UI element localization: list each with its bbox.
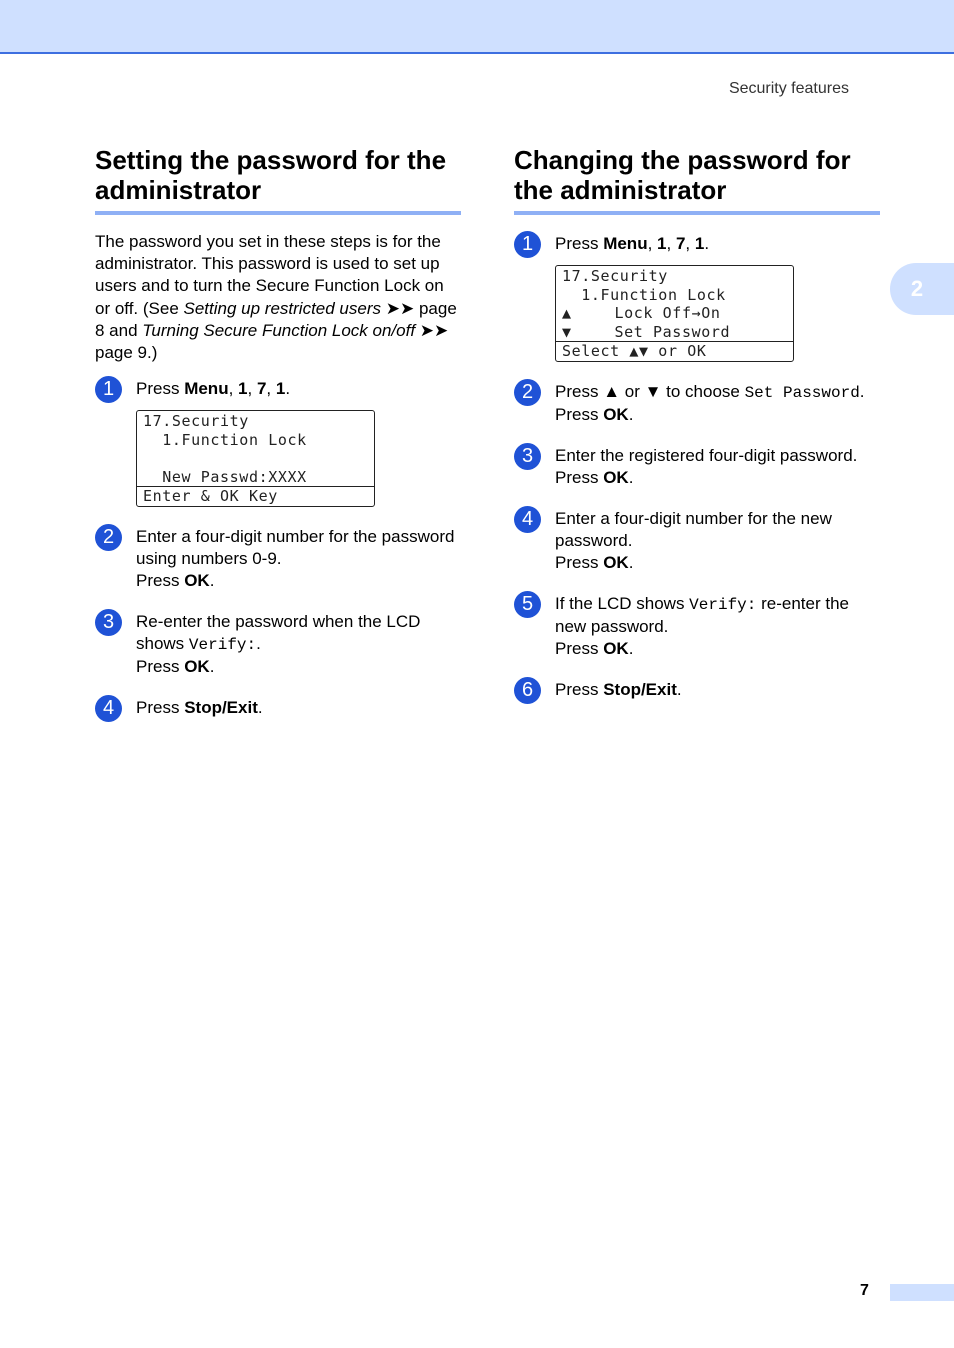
step-number-badge: 1: [514, 231, 541, 258]
step-text: Enter a four-digit number for the password using numbers 0-9.: [136, 527, 455, 569]
step-number-badge: 5: [514, 591, 541, 618]
step-number-badge: 4: [95, 695, 122, 722]
lcd-display: [136, 410, 375, 507]
intro-paragraph: [95, 231, 461, 364]
chapter-tab: 2: [890, 263, 954, 315]
lcd-footer: Select ▲▼ or OK: [556, 341, 793, 361]
step-1: [514, 233, 880, 362]
page-number-tab: [890, 1284, 954, 1301]
up-arrow-icon: ▲: [603, 382, 621, 401]
left-steps: [95, 378, 461, 719]
step-text: Enter the registered four-digit password.: [555, 446, 858, 465]
step-number-badge: 4: [514, 506, 541, 533]
step-text: If the LCD shows Verify: re-enter the new password.: [555, 594, 849, 636]
running-head: Security features: [728, 80, 849, 97]
down-arrow-icon: ▼: [644, 382, 662, 401]
lcd-footer: Enter & OK Key: [137, 486, 374, 506]
step-number-badge: 1: [95, 376, 122, 403]
right-column: [514, 145, 880, 720]
down-arrow-icon: ▼: [562, 322, 572, 341]
step-press-ok: Press OK.: [555, 639, 634, 658]
step-2: [514, 381, 880, 426]
left-column: [95, 145, 461, 738]
lcd-line-3: ▲ Lock Off→On: [562, 304, 721, 322]
step-press-ok: Press OK.: [136, 571, 215, 591]
right-section-title: Changing the password for the administrator: [514, 145, 880, 215]
double-arrow-icon: ➤➤: [419, 320, 449, 340]
intro-text-1: The password you set in these steps is for the administrator. This password is used to set up users and to turn the Secure Function Lock on or off. (See: [95, 232, 444, 318]
intro-text-3: page 9.): [95, 343, 158, 363]
step-number-badge: 2: [95, 524, 122, 551]
step-2: [95, 526, 461, 592]
lcd-line-4: ▼ Set Password: [562, 322, 731, 341]
step-4: [514, 508, 880, 574]
step-text: Press Menu, 1, 7, 1.: [555, 234, 710, 253]
step-number-badge: 3: [95, 609, 122, 636]
step-3: [514, 445, 880, 489]
step-3: [95, 611, 461, 678]
step-press-ok: Press OK.: [136, 657, 215, 677]
step-text: Press Stop/Exit.: [555, 680, 682, 699]
page-number: 7: [860, 1282, 869, 1299]
step-press-ok: Press OK.: [555, 553, 634, 572]
double-arrow-icon: ➤➤: [385, 298, 415, 318]
step-press-ok: Press OK.: [555, 405, 634, 424]
ref-link-secure-function-lock[interactable]: Turning Secure Function Lock on/off: [142, 320, 416, 340]
intro-text-2: page 8 and: [95, 298, 457, 340]
step-number-badge: 3: [514, 443, 541, 470]
step-text: Press Menu, 1, 7, 1.: [136, 379, 291, 399]
step-text: Press Stop/Exit.: [136, 698, 263, 718]
lcd-line-3: [143, 449, 368, 468]
step-number-badge: 6: [514, 677, 541, 704]
up-arrow-icon: ▲: [562, 304, 572, 322]
step-text: Enter a four-digit number for the new password.: [555, 509, 832, 550]
step-1: [95, 378, 461, 507]
step-6: [514, 679, 880, 701]
step-4: [95, 697, 461, 719]
lcd-display: [555, 265, 794, 362]
lcd-line-1: 17.Security: [562, 267, 668, 285]
lcd-line-2: 1.Function Lock: [562, 285, 726, 304]
lcd-line-2: 1.Function Lock: [143, 430, 307, 449]
step-text: Re-enter the password when the LCD shows Verify:.: [136, 612, 421, 655]
lcd-line-1: 17.Security: [143, 412, 249, 431]
step-5: [514, 593, 880, 660]
step-press-ok: Press OK.: [555, 468, 634, 487]
top-header-band: [0, 0, 954, 54]
ref-link-restricted-users[interactable]: Setting up restricted users: [183, 298, 381, 318]
left-section-title: Setting the password for the administrator: [95, 145, 461, 215]
step-text: Press ▲ or ▼ to choose Set Password.: [555, 382, 865, 402]
step-number-badge: 2: [514, 379, 541, 406]
right-steps: [514, 233, 880, 701]
lcd-line-4: New Passwd:XXXX: [143, 467, 307, 486]
